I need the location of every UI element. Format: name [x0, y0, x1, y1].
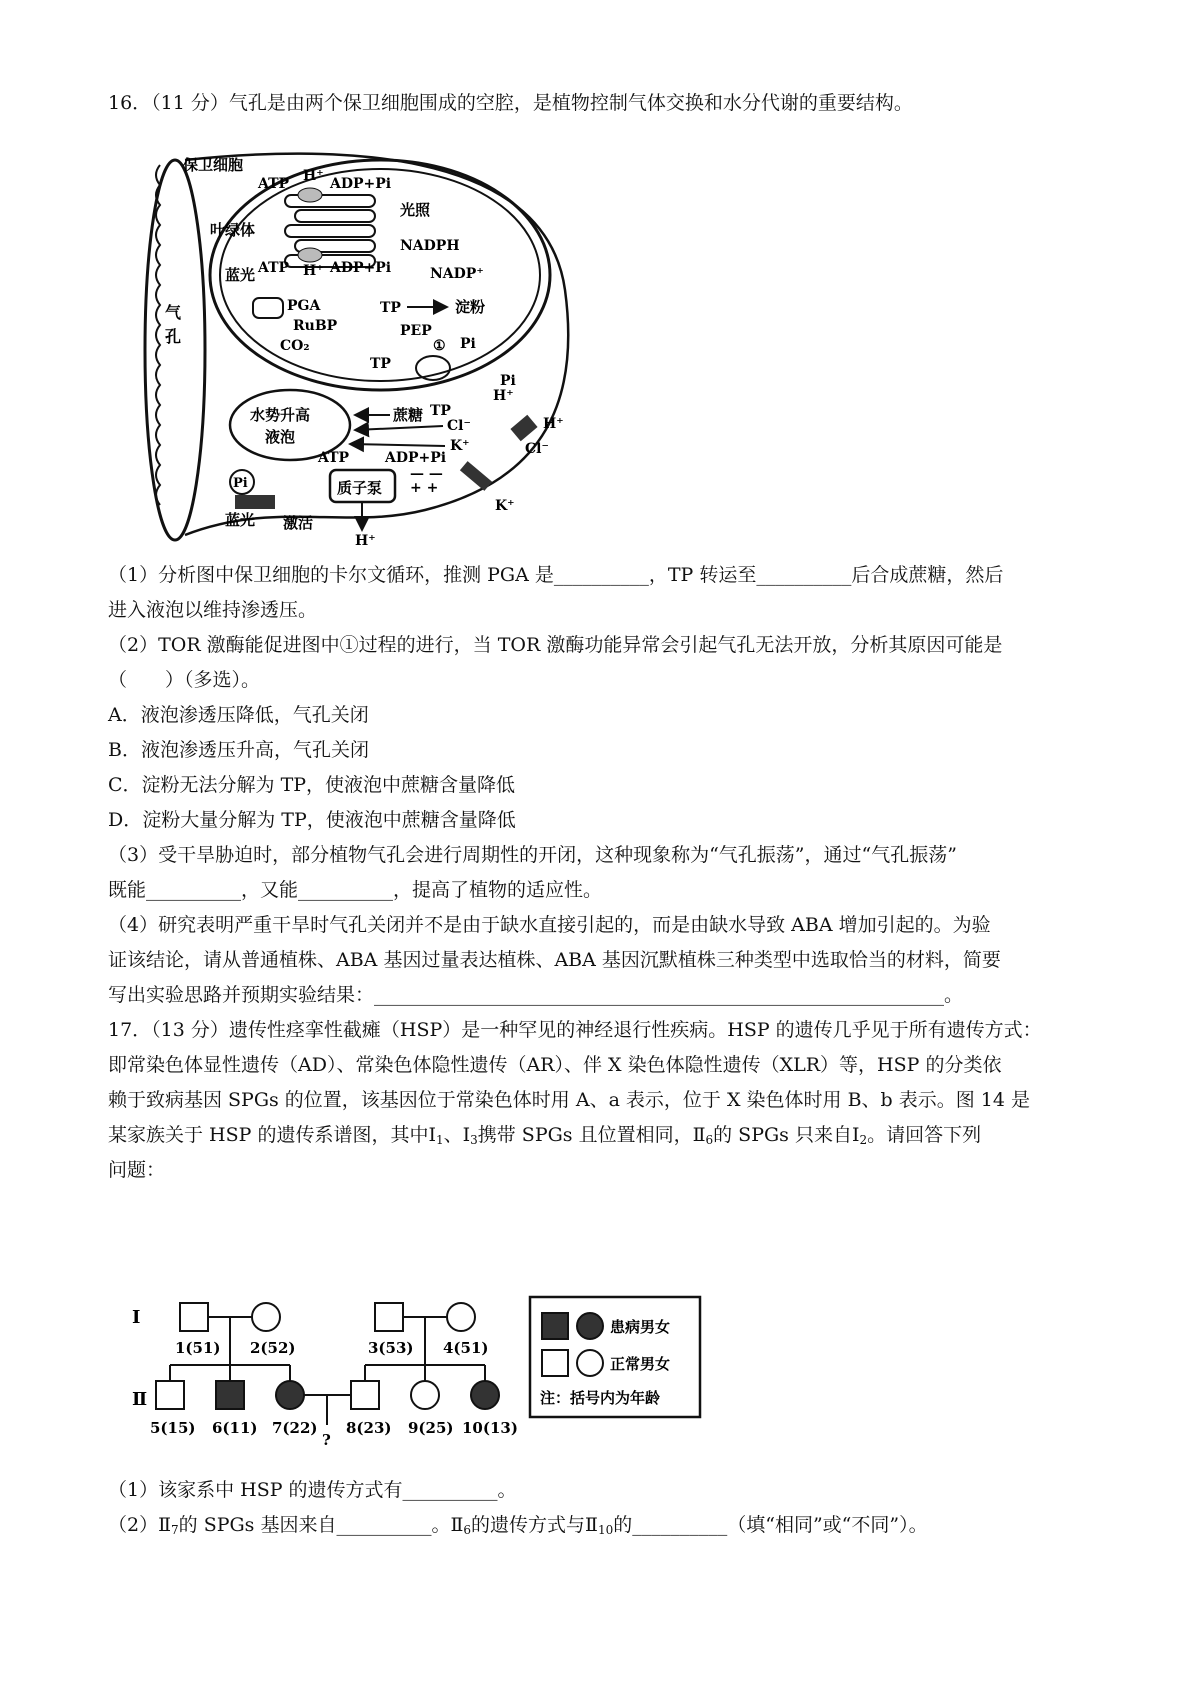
q17-line4: 某家族关于 HSP 的遗传系谱图，其中$Ⅰ_1$、$Ⅰ_3$携带 SPGs 且位置相同，$Ⅱ_6$的 SPGs 只来自$Ⅰ_2$。请回答下列 [108, 1124, 982, 1147]
label-pi1: Pi [460, 336, 476, 352]
cl-channel [510, 415, 537, 441]
label-cl2: Cl⁻ [525, 441, 549, 457]
person-6 [216, 1381, 244, 1409]
q17-line1: 17．（13 分）遗传性痉挛性截瘫（HSP）是一种罕见的神经退行性疾病。HSP 的遗传几乎见于所有遗传方式： [108, 1019, 1042, 1041]
label-pep: PEP [400, 323, 432, 339]
legend-affected-female [577, 1313, 603, 1339]
q16-option-d: D．淀粉大量分解为 TP，使液泡中蔗糖含量降低 [108, 809, 516, 831]
legend-affected-label: 患病男女 [610, 1318, 671, 1336]
label-p4: 4(51) [443, 1339, 489, 1357]
label-charges-plus: + + [410, 480, 439, 496]
person-4 [447, 1303, 475, 1331]
label-p1: 1(51) [175, 1339, 221, 1357]
label-h1: H⁺ [303, 168, 324, 184]
label-blue-light-1: 蓝光 [225, 266, 256, 284]
q16-4-line2: 证该结论，请从普通植株、ABA 基因过量表达植株、ABA 基因沉默植株三种类型中选取恰当的材料，简要 [108, 949, 1001, 971]
label-nadph: NADPH [400, 238, 460, 254]
k-channel [460, 461, 492, 491]
person-2 [252, 1303, 280, 1331]
q16-option-b: B．液泡渗透压升高，气孔关闭 [108, 739, 369, 761]
gen-label-1: Ⅰ [132, 1307, 141, 1328]
label-pi3: Pi [233, 476, 248, 491]
q16-4-line3: 写出实验思路并预期实验结果：____________________________________________________________。 [108, 984, 964, 1006]
label-chloroplast: 叶绿体 [210, 221, 256, 239]
label-pi2: Pi [500, 373, 516, 389]
label-atp3: ATP [318, 450, 350, 466]
label-nadp: NADP⁺ [430, 266, 484, 282]
label-h2: H⁺ [303, 263, 324, 279]
q16-option-a: A．液泡渗透压降低，气孔关闭 [108, 704, 369, 726]
label-adp1: ADP+Pi [330, 176, 392, 192]
label-p3: 3(53) [368, 1339, 414, 1357]
person-8 [351, 1381, 379, 1409]
label-sucrose: 蔗糖 [393, 406, 424, 424]
label-vacuole-2: 液泡 [265, 428, 296, 446]
q17-line3: 赖于致病基因 SPGs 的位置，该基因位于常染色体时用 A、a 表示，位于 X 染色体时用 B、b 表示。图 14 是 [108, 1089, 1031, 1111]
legend-normal-label: 正常男女 [610, 1355, 671, 1373]
q16-stem: 16．（11 分）气孔是由两个保卫细胞围成的空腔，是植物控制气体交换和水分代谢的重要结构。 [108, 92, 913, 114]
label-adp2: ADP+Pi [330, 260, 392, 276]
label-k1: K⁺ [450, 438, 470, 454]
q17-line2: 即常染色体显性遗传（AD）、常染色体隐性遗传（AR）、伴 X 染色体隐性遗传（XLR）等，HSP 的分类依 [108, 1054, 1002, 1076]
label-p6: 6(11) [212, 1419, 258, 1437]
label-h5: H⁺ [355, 533, 376, 549]
person-5 [156, 1381, 184, 1409]
label-tp3: TP [430, 403, 451, 419]
q16-4-line1: （4）研究表明严重干旱时气孔关闭并不是由于缺水直接引起的，而是由缺水导致 ABA 增加引起的。为验 [108, 914, 991, 936]
transporter-1 [416, 356, 450, 380]
label-cl1: Cl⁻ [447, 418, 471, 434]
q16-1-line1: （1）分析图中保卫细胞的卡尔文循环，推测 PGA 是__________，TP 转运至__________后合成蔗糖，然后 [108, 564, 1004, 586]
stoma-ellipse [145, 160, 205, 540]
label-p10: 10(13) [462, 1419, 518, 1437]
label-charges-minus: — — [410, 466, 443, 482]
q17-line5: 问题： [108, 1159, 166, 1181]
q16-2-line2: （ ）（多选）。 [108, 669, 261, 691]
label-circle1: ① [433, 338, 446, 354]
person-7 [276, 1381, 304, 1409]
q16-1-line2: 进入液泡以维持渗透压。 [108, 599, 318, 621]
label-starch: 淀粉 [455, 298, 486, 316]
q16-2-line1: （2）TOR 激酶能促进图中①过程的进行，当 TOR 激酶功能异常会引起气孔无法开放，分析其原因可能是 [108, 634, 1003, 656]
q16-option-c: C．淀粉无法分解为 TP，使液泡中蔗糖含量降低 [108, 774, 516, 796]
label-p7: 7(22) [272, 1419, 318, 1437]
label-proton-pump: 质子泵 [337, 479, 383, 497]
label-rubp: RuBP [293, 318, 338, 334]
person-1 [180, 1303, 208, 1331]
label-h3: H⁺ [493, 388, 514, 404]
label-guard-cell: 保卫细胞 [183, 156, 244, 174]
label-offspring: ? [322, 1431, 331, 1449]
legend-affected-male [542, 1313, 568, 1339]
label-pga: PGA [287, 298, 321, 314]
label-activate: 激活 [283, 514, 314, 532]
legend-normal-male [542, 1350, 568, 1376]
label-light: 光照 [400, 201, 431, 219]
label-p9: 9(25) [408, 1419, 454, 1437]
label-stoma-1: 气 [165, 303, 182, 322]
label-k2: K⁺ [495, 498, 515, 514]
q16-3-line2: 既能__________，又能__________，提高了植物的适应性。 [108, 879, 603, 901]
person-3 [375, 1303, 403, 1331]
label-adp3: ADP+Pi [385, 450, 447, 466]
legend-normal-female [577, 1350, 603, 1376]
cell-wall-wavy [156, 165, 160, 505]
label-co2: CO₂ [280, 338, 310, 354]
blue-light-receptor [253, 298, 283, 318]
label-atp2: ATP [258, 260, 290, 276]
label-p8: 8(23) [346, 1419, 392, 1437]
label-stoma-2: 孔 [165, 327, 182, 346]
label-h4: H⁺ [543, 416, 564, 432]
gen-label-2: Ⅱ [132, 1389, 148, 1410]
person-9 [411, 1381, 439, 1409]
q17-sub2: $(2)Ⅱ_7$的 SPGs 基因来自__________。$Ⅱ_6$的遗传方式与$Ⅱ_{10}$的__________（填“相同”或“不同”）。 [108, 1514, 928, 1537]
person-10 [471, 1381, 499, 1409]
blue-light-receptor-2 [235, 495, 275, 509]
legend-note: 注：括号内为年龄 [540, 1389, 661, 1407]
q16-3-line1: （3）受干旱胁迫时，部分植物气孔会进行周期性的开闭，这种现象称为“气孔振荡”，通过“气孔振荡” [108, 844, 957, 866]
label-tp1: TP [380, 300, 401, 316]
pedigree-chart [130, 1295, 770, 1455]
label-p2: 2(52) [250, 1339, 296, 1357]
label-atp1: ATP [258, 176, 290, 192]
q17-sub1: （1）该家系中 HSP 的遗传方式有__________。 [108, 1479, 517, 1501]
label-tp2: TP [370, 356, 391, 372]
guard-cell-diagram [125, 150, 725, 595]
label-vacuole-1: 水势升高 [250, 406, 311, 424]
label-blue-light-2: 蓝光 [225, 511, 256, 529]
label-p5: 5(15) [150, 1419, 196, 1437]
